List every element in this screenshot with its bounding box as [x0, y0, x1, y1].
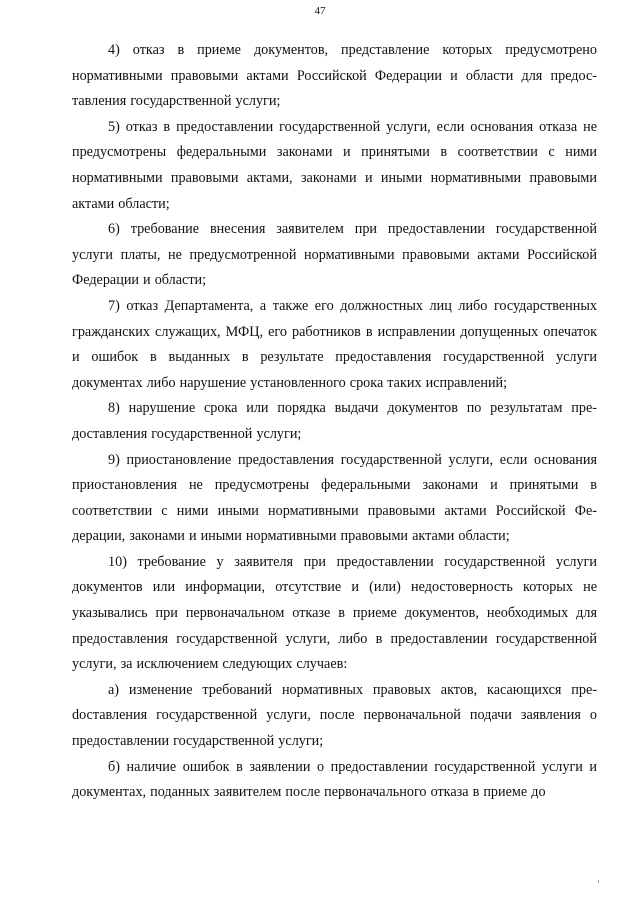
page-number: 47	[314, 5, 326, 17]
paragraph-item-5: 5) отказ в предоставлении государственной услуги, если основания отказа не предусмотрены федеральными законами и принятыми в соответствии с ними нормативными правовыми актами, законами и иными нормативными правовыми актами области;	[72, 118, 597, 212]
paragraph-item-7: 7) отказ Департамента, а также его должностных лиц либо государственных гражданских служащих, МФЦ, его работников в исправлении допущенных опечаток и ошибок в выданных в результате предоставления государственной услуги документах либо нарушение установленного срока таких исправлений;	[72, 297, 597, 391]
document-body	[72, 38, 597, 806]
paragraph-item-a: а) изменение требований нормативных правовых актов, касающихся преdоставления государственной услуги, после первоначальной подачи заявления о предоставлении государственной услуги;	[72, 681, 597, 750]
paragraph-item-8: 8) нарушение срока или порядка выдачи документов по результатам предоставления государственной услуги;	[72, 400, 597, 442]
paragraph-item-9: 9) приостановление предоставления государственной услуги, если основания приостановления не предусмотрены федеральными законами и принятыми в соответствии с ними иными нормативными правовыми актами Российской Федерации, законами и иными нормативными правовыми актами области;	[72, 451, 597, 545]
paragraph-item-b: б) наличие ошибок в заявлении о предоставлении государственной услуги и документах, поданных заявителем после первоначального отказа в приеме до	[72, 758, 597, 801]
paragraph-item-4: 4) отказ в приеме документов, представление которых предусмотрено нормативными правовыми актами Российской Федерации и области для предоставления государственной услуги;	[72, 42, 597, 110]
paragraph-item-10: 10) требование у заявителя при предоставлении государственной услуги документов или информации, отсутствие и (или) недостоверность которых не указывались при первоначальном отказе в приеме документов, необходимых для предоставления государственной услуги, либо в предоставлении государственной услуги, за исключением следующих случаев:	[72, 553, 597, 673]
scan-mark	[598, 880, 599, 883]
paragraph-item-6: 6) требование внесения заявителем при предоставлении государственной услуги платы, не предусмотренной нормативными правовыми актами Российской Федерации и области;	[72, 221, 597, 289]
